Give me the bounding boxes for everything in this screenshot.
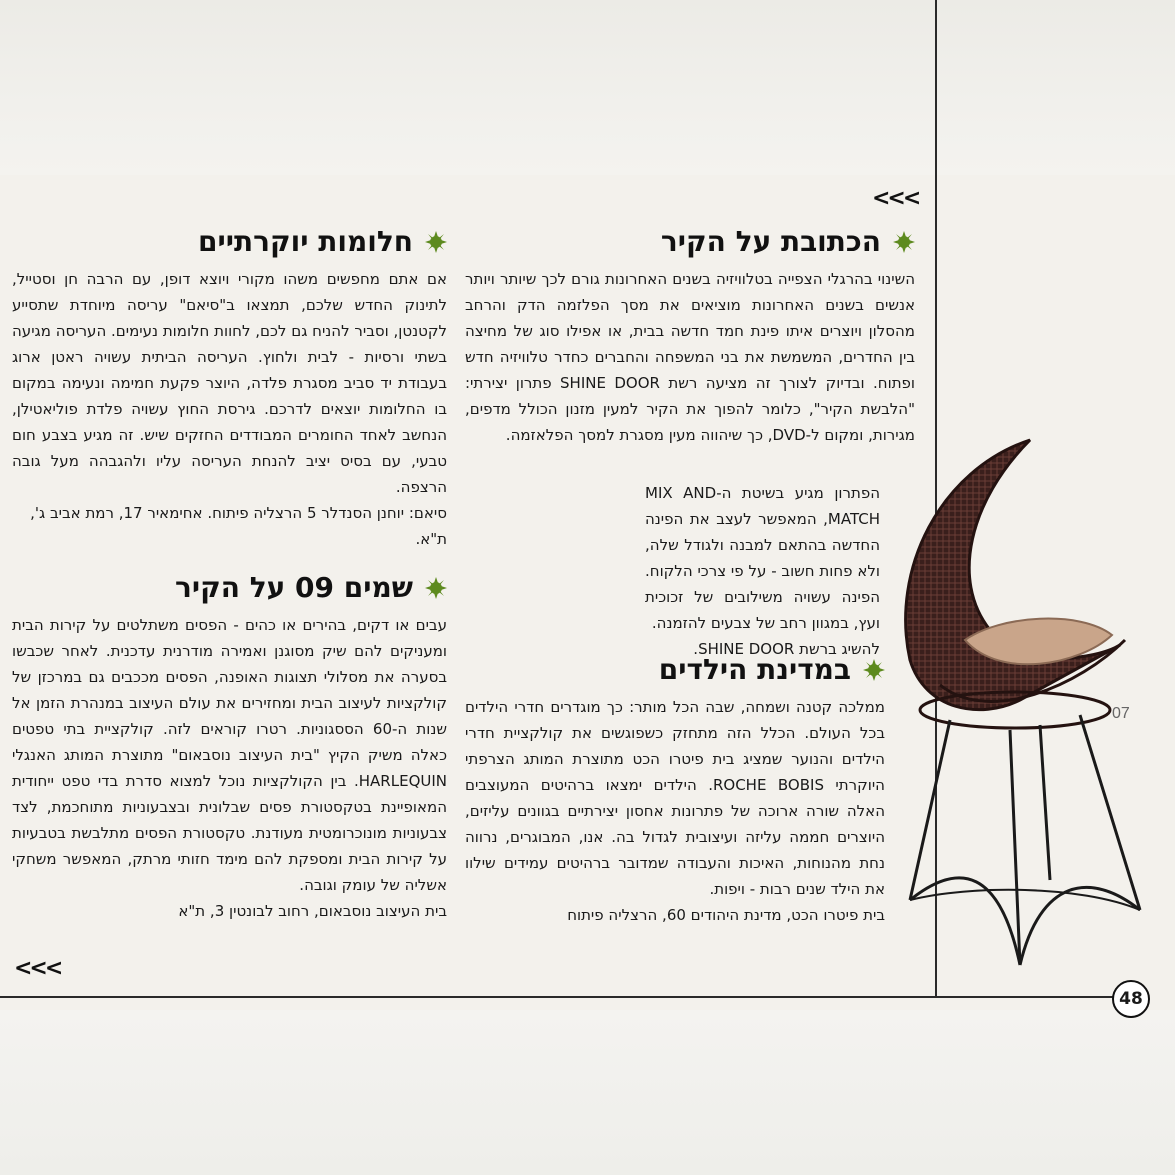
article-body: השינוי בהרגלי הצפייה בטלוויזיה בשנים האחרונות גורם לכך שיותר ויותר אנשים בשנים האחרונות מוציאים את מסך הפלזמה הדק והרחב מהסלון ויוצרים איתו פינת חמד חדשה בבית, או אפילו סוג של מחיצה בין החדרים, המשמשת את בני המשפחה והחברים כחדר טלוויזיה חדש ופתוח. ובדיוק לצורך זה מציעה רשת SHINE DOOR פתרון יצירתי: "הלבשת הקיר", כלומר להפוך את הקיר למעין מזנון הכולל מדפים, מגירות, ומקום ל-DVD, כך שיהווה מעין מסגרת למסך הפלאזמה.: [465, 270, 916, 444]
article-title-text: הכתובת על הקיר: [660, 225, 881, 258]
photo-number-label: 07: [1112, 705, 1130, 722]
article-title-kids-country: [465, 650, 885, 690]
article-credit: סיאם: יוחנן הסנדלר 5 הרצליה פיתוח. אחימאיר 17, רמת אביב ג', ת"א.: [30, 504, 447, 548]
leaf-bullet-icon: [893, 231, 915, 253]
page-number: 48: [1112, 980, 1150, 1018]
article-credit: להשיג ברשת SHINE DOOR.: [693, 640, 880, 658]
article-body-cont: הפתרון מגיע בשיטת ה-MIX AND MATCH, המאפשר לעצב את הפינה החדשה בהתאם למבנה ולגודל שלה, ולא פחות חשוב - על פי צרכי הלקוח. הפינה עשויה משילובים של זכוכית ועץ, במגוון רחב של צבעים להזמנה.: [645, 484, 880, 632]
footer-divider-horizontal: [0, 996, 1120, 998]
article-wall-address-cont: [645, 480, 880, 662]
arrows-top: <<<: [872, 186, 919, 211]
article-title-luxury-dreams: [12, 222, 447, 262]
leaf-bullet-icon: [425, 231, 447, 253]
article-title-text: חלומות יוקרתיים: [198, 225, 413, 258]
arrows-bottom: <<<: [14, 956, 61, 981]
article-body: עבים או דקים, בהירים או כהים - הפסים משתלטים על קירות הבית ומעניקים להם שיק מסוגנן ואמירה מודרנית עדכנית. לאחר שכבשו בסערה את מסלולי תצוגות האופנה, הפסים מככבים גם במרכזן של קולקציות לעיצוב הבית ומחזירים את עולם העיצוב במנהרת הזמן אל שנות ה-60 הססגוניות. רטרו קוראים לזה. קולקציית בתי טפטים כאלה משיק הקיץ "בית העיצוב נוסבאום" מתוצרת המותג האנגלי HARLEQUIN. בין הקולקציות נוכל למצוא סדרת בדי טפט ייחודית המאופיינת בטקסטורת פסים שבלונית ובצבעוניות מתוחכמת, לצד צבעוניות מונוכרומטית מעודנת. טקסטורת הפסים מתלבשת בטבעיות על קירות הבית ומספקת להם מימד חזותי מרתק, המאפשר משחקי אשליה של עומק וגובה.: [12, 616, 448, 894]
article-title-text: במדינת הילדים: [658, 653, 851, 686]
article-body: אם אתם מחפשים משהו מקורי ויוצא דופן, עם הרבה חן וסטייל, לתינוק החדש שלכם, תמצאו ב"סיאם" עריסה מיוחדת שתסייע לקטנטן, וסביר להניח גם לכם, לחוות חלומות נעימים. העריסה מגיעה בשתי ורסיות - לבית ולחוץ. העריסה הביתית עשויה ראטן ארוג בעבודת יד סביב מסגרת פלדה, היוצר פקעת חמימה ונעימה במקום בו החלומות יוצאים לדרכם. גירסת החוץ עשויה פלדת פוליאטילן, הנחשב לאחד החומרים המבודדים החזקים שיש. זה מגיע בצבע חום טבעי, עם בסיס יציב להנחת העריסה עליו ולהגבהה מעל גובה הרצפה.: [12, 270, 447, 496]
article-title-stripes-wall: [12, 568, 447, 608]
scan-top-margin: [0, 0, 1175, 175]
article-credit: בית פיטרו הכט, מדינת היהודים 60, הרצליה פיתוח: [567, 906, 885, 924]
article-wall-address: [465, 222, 915, 448]
article-title-text: שמים 09 על הקיר: [175, 571, 413, 604]
article-title-wall-address: [465, 222, 915, 262]
article-kids-country: [465, 650, 885, 928]
scan-bottom-margin: [0, 1010, 1175, 1175]
article-luxury-dreams: [12, 222, 447, 552]
leaf-bullet-icon: [425, 577, 447, 599]
article-credit: בית העיצוב נוסבאום, רחוב לבונטין 3, ת"א: [178, 902, 447, 920]
article-body: ממלכה קטנה ושמחה, שבה הכל מותר: כך מוגדרים חדרי הילדים בכל העולם. הכלל הזה מתחזק כשפוגשים את קולקציית חדרי הילדים והנוער שמציג בית פיטרו הכט מתוצרת המותג הצרפתי היוקרתי ROCHE BOBIS. הילדים ימצאו ברהיטים המעוצבים האלה שורה ארוכה של פתרונות אחסון יצירתיים בגוונים עליזים, היוצרים חממה עליזה ועיצובית לגדול בה. אנו, המבוגרים, נרווה נחת מהנוחות, האיכות והעבודה שמדובר ברהיטים עמידים שילוו את הילד שנים רבות - ויפות.: [465, 698, 885, 898]
article-stripes-wall: [12, 568, 447, 924]
cradle-chair-image: [880, 430, 1170, 975]
